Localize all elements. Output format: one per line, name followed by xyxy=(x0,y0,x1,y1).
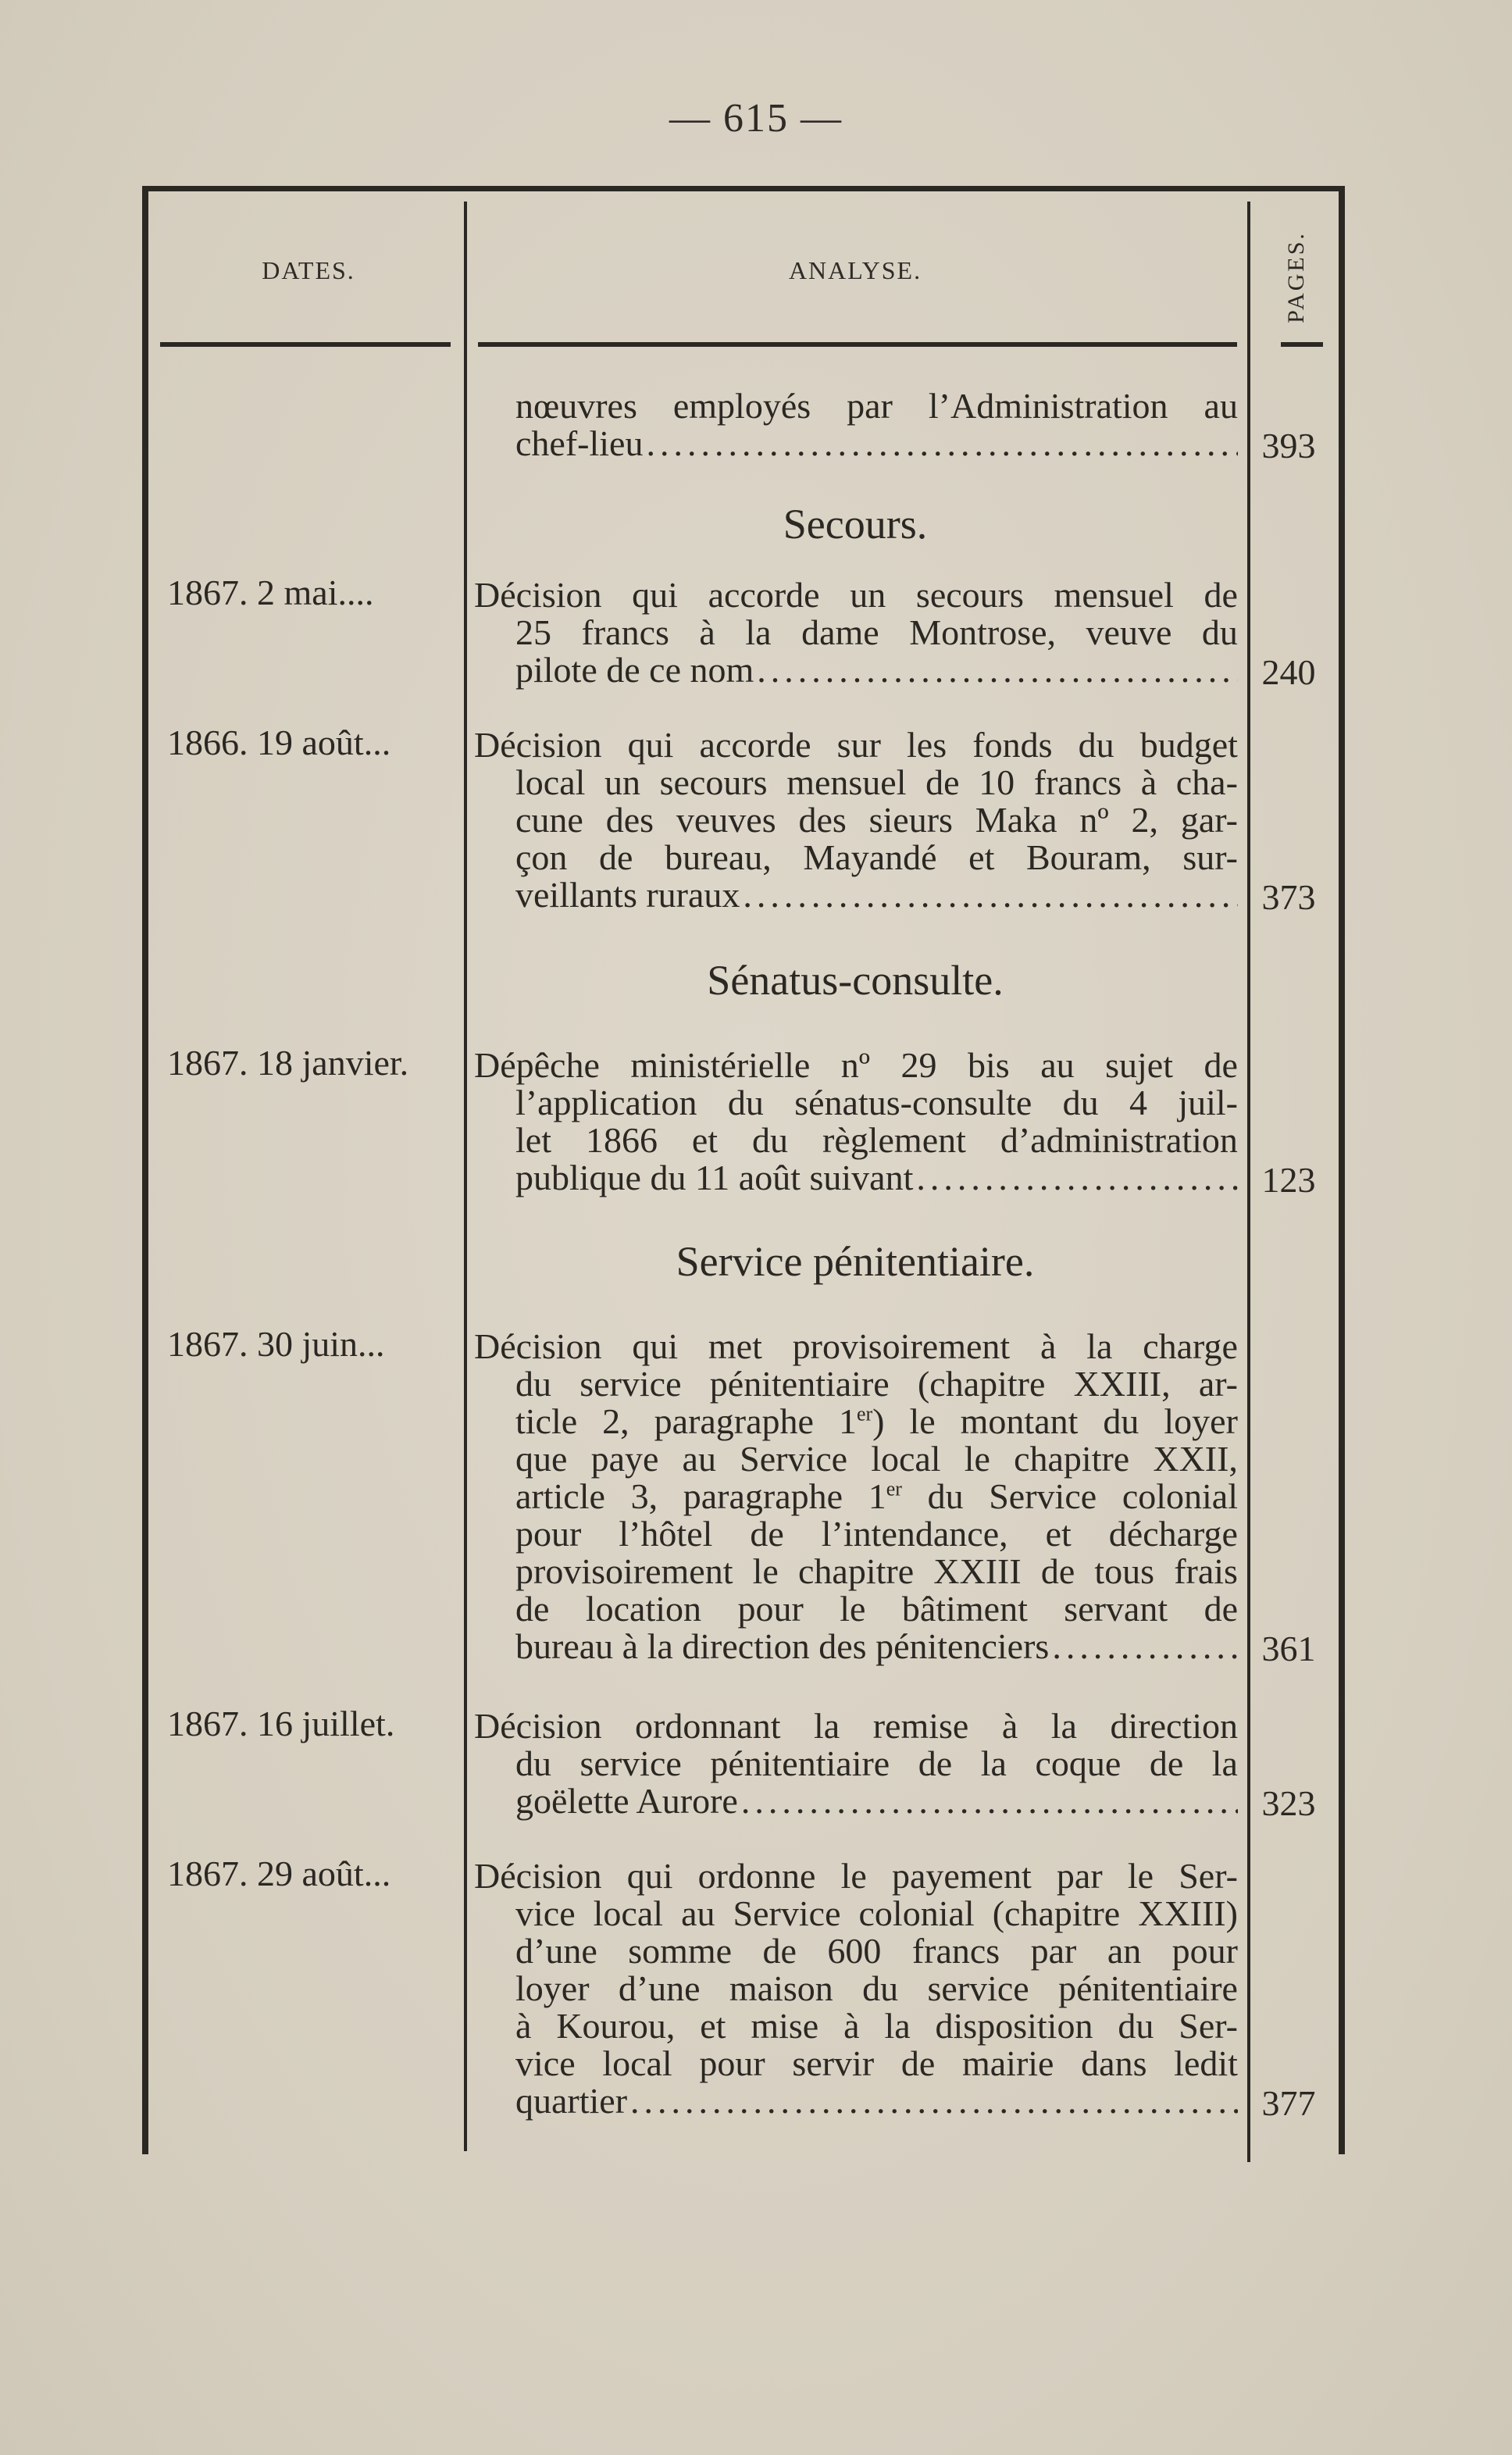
analysis-word: la xyxy=(884,2006,911,2046)
analysis-word: du xyxy=(1201,612,1238,652)
analysis-word: à xyxy=(843,2006,860,2046)
analysis-word: du xyxy=(752,1120,789,1160)
analysis-word: mise xyxy=(751,2006,819,2046)
analysis-line xyxy=(515,1932,1238,1970)
analysis-word: du xyxy=(862,1968,899,2008)
analysis-word: le xyxy=(909,1401,936,1441)
analysis-word: le xyxy=(840,1856,867,1896)
analysis-word: pénitentiaire xyxy=(1058,1968,1238,2008)
analysis-word: vice xyxy=(515,1893,576,1933)
analysis-word: pénitentiaire xyxy=(709,1364,890,1404)
analysis-word: Décision xyxy=(474,1326,602,1366)
analysis-word: direction xyxy=(1110,1706,1238,1746)
analysis-word: secours xyxy=(659,762,768,802)
analysis-word: dame xyxy=(801,612,879,652)
analysis-word: les xyxy=(907,725,947,765)
analysis-word: chapitre xyxy=(797,1551,915,1591)
analysis-word: à xyxy=(1140,762,1157,802)
analysis-word: (chapitre xyxy=(992,1893,1121,1933)
analysis-word: Dépêche xyxy=(474,1045,600,1085)
analysis-word: à xyxy=(1040,1326,1057,1366)
analysis-line xyxy=(515,2045,1238,2082)
analysis-word: par xyxy=(847,386,893,426)
analysis-word: frais xyxy=(1174,1551,1238,1591)
analysis-word: par xyxy=(1030,1931,1077,1971)
analysis-line xyxy=(515,425,1238,462)
analysis-word: ar- xyxy=(1198,1364,1238,1404)
analysis-word: Décision xyxy=(474,575,602,615)
analysis-word: par xyxy=(1056,1856,1103,1896)
analysis-word: article xyxy=(515,1476,605,1516)
analysis-word: 3, xyxy=(630,1476,658,1516)
header-pages: PAGES. xyxy=(1283,231,1309,323)
analysis-word: bis xyxy=(968,1045,1010,1085)
analysis-word: des xyxy=(605,800,654,840)
analysis-word: ordonne xyxy=(697,1856,816,1896)
analysis-word: chapitre xyxy=(1014,1439,1130,1479)
analysis-line xyxy=(515,614,1238,651)
analysis-word: cune xyxy=(515,800,583,840)
analysis-word: paye xyxy=(590,1439,659,1479)
analysis-word: budget xyxy=(1139,725,1238,765)
analysis-line xyxy=(515,1122,1238,1159)
analysis-word: charge xyxy=(1143,1326,1238,1366)
analysis-word: 1er) xyxy=(838,1401,885,1441)
dot-leader xyxy=(1052,1628,1238,1665)
analysis-word: au xyxy=(1204,386,1238,426)
analysis-word: Décision xyxy=(474,1856,602,1896)
analysis-word: Bouram, xyxy=(1025,837,1151,877)
analysis-word: ministérielle xyxy=(630,1045,811,1085)
analysis-word: remise xyxy=(872,1706,969,1746)
analysis-word: loyer xyxy=(515,1968,590,2008)
analysis-text: pilote de ce nom xyxy=(515,650,754,690)
analysis-word: de xyxy=(750,1514,784,1554)
analysis-line xyxy=(515,1515,1238,1553)
analysis-word: ticle xyxy=(515,1401,578,1441)
analysis-word: la xyxy=(1211,1743,1238,1783)
analysis-line xyxy=(474,1707,1238,1745)
column-divider-dates xyxy=(464,202,467,2151)
page-reference: 323 xyxy=(1261,1783,1316,1823)
analysis-word: veuves xyxy=(676,800,776,840)
analysis-word: de xyxy=(1040,1551,1075,1591)
analysis-word: d’une xyxy=(515,1931,597,1971)
entry-date: 1867. 18 janvier. xyxy=(167,1043,409,1083)
analysis-word: accorde xyxy=(708,575,820,615)
analysis-text: publique du 11 août suivant xyxy=(515,1158,914,1197)
analysis-word: à xyxy=(515,2006,532,2046)
analysis-line xyxy=(515,1895,1238,1932)
analysis-word: mensuel xyxy=(1054,575,1174,615)
analysis-word: qui xyxy=(632,1326,679,1366)
analysis-word: 1866 xyxy=(585,1120,658,1160)
analysis-word: un xyxy=(604,762,641,802)
analysis-line xyxy=(515,1084,1238,1122)
analysis-word: Service xyxy=(733,1893,841,1933)
analysis-word: mairie xyxy=(961,2043,1054,2083)
dot-leader xyxy=(743,876,1238,914)
analysis-word: de xyxy=(1204,1045,1238,1085)
analysis-line xyxy=(515,651,1238,689)
analysis-line xyxy=(515,1365,1238,1403)
analysis-word: de xyxy=(1149,1743,1184,1783)
analysis-word: (chapitre xyxy=(917,1364,1046,1404)
analysis-line xyxy=(515,2082,1238,2120)
analysis-word: 2, xyxy=(602,1401,629,1441)
analysis-word: pour xyxy=(1171,1931,1238,1971)
analysis-word: bureau, xyxy=(665,837,772,877)
analysis-word: de xyxy=(918,1743,953,1783)
analysis-word: pour xyxy=(737,1589,804,1629)
analysis-word: service xyxy=(927,1968,1029,2008)
analysis-word: 4 xyxy=(1129,1083,1147,1122)
page-number: — 615 — xyxy=(669,96,843,141)
analysis-line xyxy=(474,576,1238,614)
analysis-line xyxy=(515,1553,1238,1590)
analysis-word: le xyxy=(840,1589,866,1629)
analysis-word: francs xyxy=(1033,762,1122,802)
analysis-word: décharge xyxy=(1108,1514,1238,1554)
analysis-word: du xyxy=(1062,1083,1099,1122)
analysis-word: XXIII, xyxy=(1073,1364,1171,1404)
analysis-word: de xyxy=(925,762,960,802)
analysis-word: ledit xyxy=(1174,2043,1238,2083)
analysis-word: du xyxy=(727,1083,764,1122)
analysis-word: la xyxy=(1086,1326,1113,1366)
section-title: Service pénitentiaire. xyxy=(676,1238,1035,1285)
header-dates: DATES. xyxy=(262,256,355,284)
analysis-word: la xyxy=(745,612,772,652)
analysis-word: servir xyxy=(792,2043,875,2083)
analysis-word: local xyxy=(593,1893,664,1933)
analysis-word: ordonnant xyxy=(635,1706,781,1746)
analysis-word: et xyxy=(968,837,995,877)
analysis-word: de xyxy=(1204,1589,1238,1629)
analysis-word: de xyxy=(515,1589,550,1629)
analysis-word: met xyxy=(708,1326,762,1366)
analysis-word: règlement xyxy=(822,1120,966,1160)
analysis-word: XXII, xyxy=(1153,1439,1238,1479)
analysis-line xyxy=(515,1159,1238,1197)
analysis-word: le xyxy=(1127,1856,1154,1896)
analysis-word: qui xyxy=(626,1856,673,1896)
analysis-word: francs xyxy=(911,1931,1000,1971)
analysis-word: du xyxy=(1078,725,1114,765)
header-pages-cell xyxy=(1257,219,1335,336)
analysis-word: l’hôtel xyxy=(619,1514,713,1554)
analysis-word: local xyxy=(871,1439,941,1479)
analysis-word: Service xyxy=(989,1476,1097,1516)
analysis-line xyxy=(515,387,1238,425)
header-analyse: ANALYSE. xyxy=(788,256,922,284)
analysis-line xyxy=(474,1328,1238,1365)
analysis-text: quartier xyxy=(515,2081,628,2121)
analysis-word: Décision xyxy=(474,1706,602,1746)
header-rule-dates xyxy=(160,342,451,347)
analysis-word: Décision xyxy=(474,725,602,765)
analysis-word: du xyxy=(1103,1401,1139,1441)
section-title: Secours. xyxy=(783,501,928,548)
analysis-line xyxy=(515,1590,1238,1628)
analysis-text: chef-lieu xyxy=(515,423,644,463)
analysis-line xyxy=(515,801,1238,839)
analysis-word: que xyxy=(515,1439,568,1479)
page-reference: 393 xyxy=(1261,426,1316,466)
analysis-word: gar- xyxy=(1180,800,1238,840)
analysis-word: bâtiment xyxy=(901,1589,1028,1629)
analysis-line xyxy=(515,1478,1238,1515)
dot-leader xyxy=(916,1159,1238,1197)
dot-leader xyxy=(646,425,1238,462)
analysis-word: XXIII) xyxy=(1138,1893,1238,1933)
analysis-word: fonds xyxy=(972,725,1053,765)
analysis-word: pour xyxy=(515,1514,582,1554)
entry-date: 1867. 30 juin... xyxy=(167,1324,385,1364)
analysis-word: paragraphe xyxy=(683,1476,843,1516)
analysis-word: an xyxy=(1107,1931,1142,1971)
analysis-word: à xyxy=(699,612,715,652)
analysis-word: juil- xyxy=(1178,1083,1238,1122)
analysis-word: et xyxy=(691,1120,719,1160)
analysis-word: 1er xyxy=(868,1476,902,1516)
analysis-word: la xyxy=(1050,1706,1077,1746)
analysis-word: qui xyxy=(627,725,674,765)
analysis-line xyxy=(474,726,1238,764)
analysis-word: de xyxy=(599,837,633,877)
analysis-word: Ser- xyxy=(1179,1856,1238,1896)
analysis-line xyxy=(515,1628,1238,1665)
page-reference: 361 xyxy=(1261,1629,1316,1668)
dot-leader xyxy=(741,1782,1238,1820)
analysis-word: la xyxy=(980,1743,1007,1783)
analysis-word: loyer xyxy=(1164,1401,1238,1441)
analysis-word: colonial xyxy=(1122,1476,1238,1516)
analysis-word: pénitentiaire xyxy=(710,1743,890,1783)
analysis-word: disposition xyxy=(935,2006,1093,2046)
analysis-line xyxy=(474,1857,1238,1895)
analysis-word: Maka xyxy=(975,800,1057,840)
analysis-word: servant xyxy=(1064,1589,1168,1629)
analysis-word: au xyxy=(681,1893,715,1933)
analysis-word: sur- xyxy=(1182,837,1238,877)
analysis-word: 25 xyxy=(515,612,551,652)
analysis-word: provisoirement xyxy=(792,1326,1011,1366)
analysis-word: Mayandé xyxy=(803,837,937,877)
analysis-word: de xyxy=(1204,575,1238,615)
analysis-word: employés xyxy=(672,386,811,426)
analysis-word: location xyxy=(585,1589,702,1629)
analysis-word: Kourou, xyxy=(556,2006,676,2046)
analysis-word: colonial xyxy=(858,1893,975,1933)
analysis-word: sur xyxy=(836,725,881,765)
analysis-word: et xyxy=(1045,1514,1072,1554)
analysis-line xyxy=(474,1047,1238,1084)
entry-date: 1867. 2 mai.... xyxy=(167,573,374,612)
page-reference: 123 xyxy=(1261,1160,1316,1200)
analysis-word: Ser- xyxy=(1179,2006,1238,2046)
analysis-word: d’une xyxy=(618,1968,701,2008)
analysis-word: nœuvres xyxy=(515,386,637,426)
analysis-word: sujet xyxy=(1105,1045,1173,1085)
analysis-word: de xyxy=(762,1931,797,1971)
analysis-word: local xyxy=(515,762,586,802)
analysis-word: secours xyxy=(915,575,1024,615)
header-rule-analyse xyxy=(478,342,1237,347)
analysis-line xyxy=(515,839,1238,876)
analysis-word: des xyxy=(798,800,847,840)
analysis-word: l’Administration xyxy=(928,386,1168,426)
analysis-word: un xyxy=(850,575,886,615)
analysis-word: somme xyxy=(628,1931,733,1971)
analysis-word: l’application xyxy=(515,1083,697,1122)
analysis-word: du xyxy=(515,1364,551,1404)
analysis-word: 2, xyxy=(1131,800,1158,840)
analysis-word: provisoirement xyxy=(515,1551,733,1591)
analysis-word: let xyxy=(515,1120,551,1160)
page-reference: 377 xyxy=(1261,2083,1316,2123)
page-reference: 373 xyxy=(1261,877,1316,917)
analysis-word: sénatus-consulte xyxy=(794,1083,1032,1122)
analysis-line xyxy=(515,1403,1238,1440)
analysis-word: accorde xyxy=(699,725,811,765)
analysis-line xyxy=(515,1745,1238,1782)
entry-date: 1867. 29 août... xyxy=(167,1854,391,1893)
analysis-word: qui xyxy=(632,575,678,615)
analysis-word: pour xyxy=(699,2043,765,2083)
analysis-word: de xyxy=(900,2043,936,2083)
analysis-word: vice xyxy=(515,2043,576,2083)
analysis-word: payement xyxy=(891,1856,1032,1896)
analysis-word: nº xyxy=(840,1045,871,1085)
analysis-text: bureau à la direction des pénitenciers xyxy=(515,1626,1050,1666)
analysis-word: Service xyxy=(740,1439,848,1479)
analysis-word: 10 xyxy=(979,762,1015,802)
analysis-word: le xyxy=(964,1439,990,1479)
analysis-word: mensuel xyxy=(786,762,907,802)
analysis-word: dans xyxy=(1081,2043,1147,2083)
entry-date: 1866. 19 août... xyxy=(167,723,391,762)
analysis-word: 600 xyxy=(827,1931,882,1971)
analysis-word: local xyxy=(602,2043,672,2083)
header-rule-pages xyxy=(1281,342,1323,347)
analysis-word: maison xyxy=(729,1968,833,2008)
analysis-word: çon xyxy=(515,837,568,877)
analysis-word: le xyxy=(752,1551,779,1591)
analysis-word: et xyxy=(700,2006,726,2046)
analysis-word: au xyxy=(1040,1045,1075,1085)
analysis-word: du xyxy=(515,1743,551,1783)
analysis-line xyxy=(515,764,1238,801)
dot-leader xyxy=(630,2082,1238,2120)
page-reference: 240 xyxy=(1261,652,1316,692)
analysis-word: service xyxy=(579,1364,682,1404)
analysis-word: sieurs xyxy=(868,800,953,840)
analysis-word: XXIII xyxy=(933,1551,1022,1591)
analysis-line xyxy=(515,1782,1238,1820)
analysis-word: d’administration xyxy=(1000,1120,1238,1160)
analysis-word: l’intendance, xyxy=(821,1514,1008,1554)
analysis-line xyxy=(515,1970,1238,2007)
entry-date: 1867. 16 juillet. xyxy=(167,1704,395,1743)
analysis-text: goëlette Aurore xyxy=(515,1781,738,1821)
analysis-word: Montrose, xyxy=(909,612,1057,652)
analysis-word: du xyxy=(927,1476,964,1516)
analysis-line xyxy=(515,876,1238,914)
analysis-text: veillants ruraux xyxy=(515,875,740,915)
analysis-word: cha- xyxy=(1175,762,1238,802)
section-title: Sénatus-consulte. xyxy=(707,957,1004,1004)
analysis-word: au xyxy=(682,1439,716,1479)
analysis-word: paragraphe xyxy=(654,1401,814,1441)
analysis-word: francs xyxy=(581,612,669,652)
analysis-word: la xyxy=(814,1706,840,1746)
analysis-line xyxy=(515,1440,1238,1478)
dot-leader xyxy=(757,651,1238,689)
analysis-word: à xyxy=(1001,1706,1018,1746)
analysis-word: du xyxy=(1118,2006,1154,2046)
analysis-line xyxy=(515,2007,1238,2045)
analysis-word: montant xyxy=(960,1401,1079,1441)
analysis-word: 29 xyxy=(900,1045,937,1085)
analysis-word: service xyxy=(579,1743,682,1783)
analysis-word: tous xyxy=(1094,1551,1155,1591)
analysis-word: veuve xyxy=(1086,612,1172,652)
analysis-word: nº xyxy=(1079,800,1109,840)
analysis-word: coque xyxy=(1035,1743,1122,1783)
